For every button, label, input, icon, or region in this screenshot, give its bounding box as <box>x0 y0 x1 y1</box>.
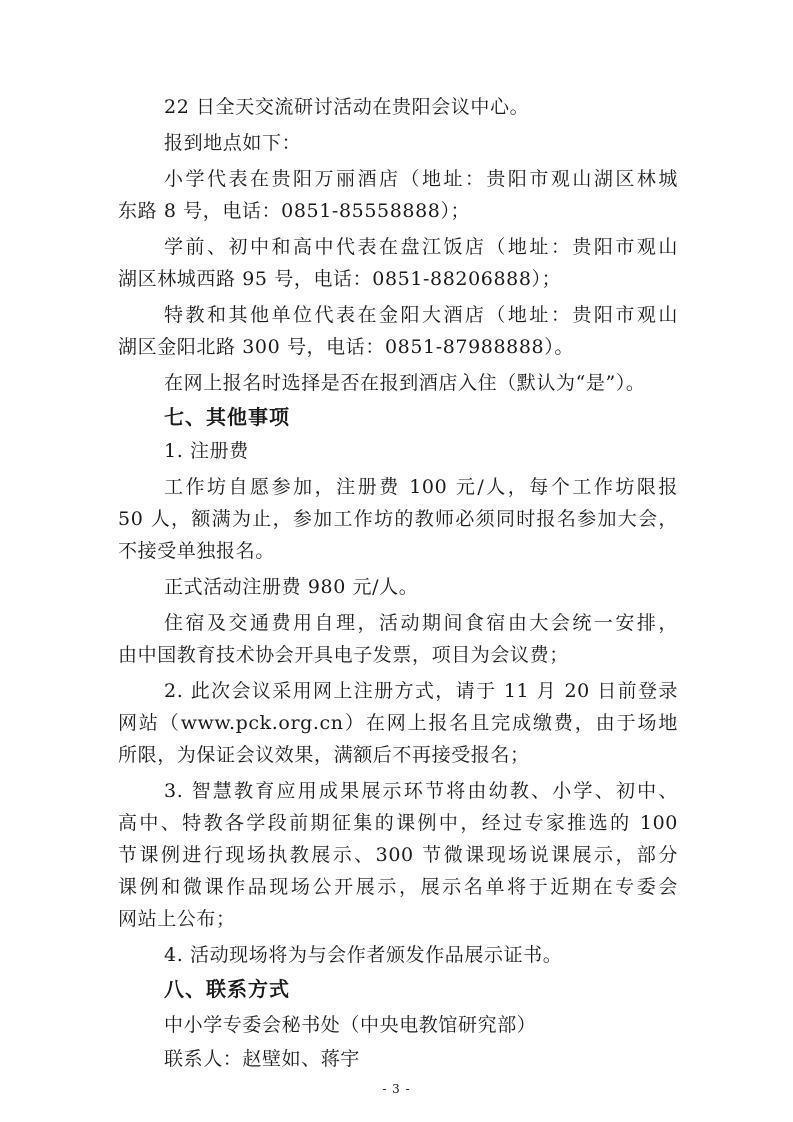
text-line: 3. 智慧教育应用成果展示环节将由幼教、小学、初中、 <box>164 780 678 802</box>
text-line: 工作坊自愿参加，注册费 100 元/人，每个工作坊限报 <box>164 476 678 498</box>
text-line: 湖区林城西路 95 号，电话：0851-88206888）； <box>118 268 562 290</box>
text-line: 课例和微课作品现场公开展示，展示名单将于近期在专委会 <box>118 876 678 898</box>
text-line: 网站上公布； <box>118 908 236 930</box>
page-number: - 3 - <box>382 1082 411 1096</box>
text-line: 所限，为保证会议效果，满额后不再接受报名； <box>118 744 530 766</box>
text-line: 网站（www.pck.org.cn）在网上报名且完成缴费，由于场地 <box>118 712 678 734</box>
text-line: 特教和其他单位代表在金阳大酒店（地址：贵阳市观山 <box>164 304 678 326</box>
text-line: 1. 注册费 <box>164 440 249 462</box>
text-line: 正式活动注册费 980 元/人。 <box>164 576 419 598</box>
text-line: 湖区金阳北路 300 号，电话：0851-87988888）。 <box>118 336 574 358</box>
text-line: 22 日全天交流研讨活动在贵阳会议中心。 <box>164 96 530 118</box>
text-line: 高中、特教各学段前期征集的课例中，经过专家推选的 100 <box>118 812 678 834</box>
text-line: 学前、初中和高中代表在盘江饭店（地址：贵阳市观山 <box>164 236 678 258</box>
text-line: 住宿及交通费用自理，活动期间食宿由大会统一安排， <box>164 612 678 634</box>
text-line: 报到地点如下： <box>164 132 302 154</box>
text-line: 中小学专委会秘书处（中央电教馆研究部） <box>164 1014 537 1036</box>
text-line: 50 人，额满为止，参加工作坊的教师必须同时报名参加大会， <box>118 508 678 530</box>
text-line: 由中国教育技术协会开具电子发票，项目为会议费； <box>118 644 569 666</box>
text-line: 不接受单独报名。 <box>118 540 275 562</box>
text-line: 东路 8 号，电话：0851-85558888）； <box>118 200 471 222</box>
text-line: 4. 活动现场将为与会作者颁发作品展示证书。 <box>164 944 563 966</box>
text-line: 小学代表在贵阳万丽酒店（地址：贵阳市观山湖区林城 <box>164 168 678 190</box>
section-heading: 八、联系方式 <box>164 977 290 1001</box>
text-line: 2. 此次会议采用网上注册方式，请于 11 月 20 日前登录 <box>164 680 678 702</box>
section-heading: 七、其他事项 <box>164 405 290 429</box>
text-line: 在网上报名时选择是否在报到酒店入住（默认为“是”）。 <box>164 372 646 394</box>
text-line: 联系人：赵壁如、蒋宇 <box>164 1048 361 1070</box>
text-line: 节课例进行现场执教展示、300 节微课现场说课展示，部分 <box>118 844 678 866</box>
